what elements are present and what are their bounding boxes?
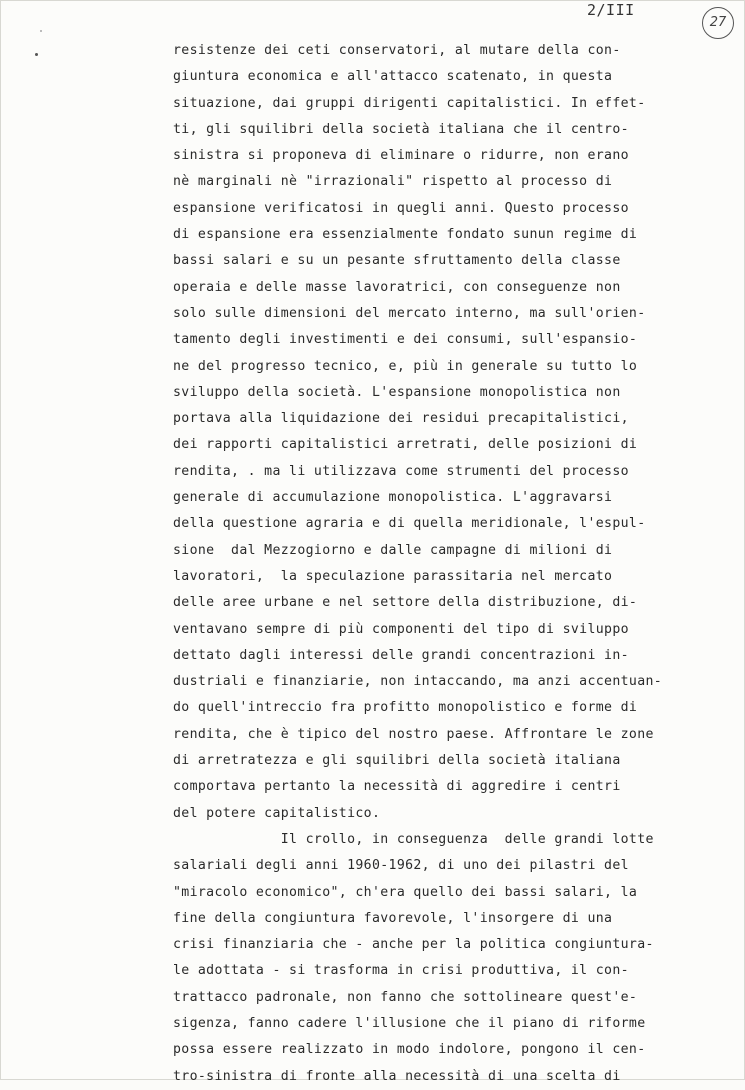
text-line: portava alla liquidazione dei residui precapitalistici, xyxy=(173,411,629,427)
text-line: ne del progresso tecnico, e, più in generale su tutto lo xyxy=(173,358,638,374)
text-line: espansione verificatosi in quegli anni. Questo processo xyxy=(173,200,629,216)
text-line: tro-sinistra di fronte alla necessità di una scelta di xyxy=(173,1068,621,1084)
text-line: trattacco padronale, non fanno che sottolineare quest'e- xyxy=(173,989,638,1005)
text-line: situazione, dai gruppi dirigenti capitalistici. In effet- xyxy=(173,95,646,111)
text-line: "miracolo economico", ch'era quello dei bassi salari, la xyxy=(173,884,638,900)
text-line: solo sulle dimensioni del mercato interno, ma sull'orien- xyxy=(173,305,646,321)
text-line: ventavano sempre di più componenti del tipo di sviluppo xyxy=(173,621,629,637)
text-line: do quell'intreccio fra profitto monopolistico e forme di xyxy=(173,700,638,716)
text-line: comportava pertanto la necessità di aggredire i centri xyxy=(173,779,621,795)
scan-speck xyxy=(35,53,38,56)
text-line: di arretratezza e gli squilibri della società italiana xyxy=(173,753,621,769)
text-line: della questione agraria e di quella meridionale, l'espul- xyxy=(173,516,646,532)
text-line: dettato dagli interessi delle grandi concentrazioni in- xyxy=(173,647,629,663)
text-line: operaia e delle masse lavoratrici, con conseguenze non xyxy=(173,279,621,295)
text-line: tamento degli investimenti e dei consumi, sull'espansio- xyxy=(173,332,638,348)
text-line: salariali degli anni 1960-1962, di uno dei pilastri del xyxy=(173,858,629,874)
text-line: sviluppo della società. L'espansione monopolistica non xyxy=(173,384,621,400)
text-line: bassi salari e su un pesante sfruttamento della classe xyxy=(173,253,621,269)
text-line: dei rapporti capitalistici arretrati, delle posizioni di xyxy=(173,437,638,453)
text-line: sinistra si proponeva di eliminare o ridurre, non erano xyxy=(173,148,629,164)
text-line: Il crollo, in conseguenza delle grandi lotte xyxy=(173,831,654,847)
text-line: dustriali e finanziarie, non intaccando, ma anzi accentuan- xyxy=(173,674,663,690)
text-line: nè marginali nè "irrazionali" rispetto al processo di xyxy=(173,174,613,190)
text-line: lavoratori, la speculazione parassitaria nel mercato xyxy=(173,568,613,584)
text-line: giuntura economica e all'attacco scatenato, in questa xyxy=(173,69,613,85)
text-line: sione dal Mezzogiorno e dalle campagne di milioni di xyxy=(173,542,613,558)
archive-stamp-number: 27 xyxy=(702,7,734,39)
text-line: generale di accumulazione monopolistica. L'aggravarsi xyxy=(173,490,613,506)
text-line: ti, gli squilibri della società italiana che il centro- xyxy=(173,121,629,137)
text-line: fine della congiuntura favorevole, l'insorgere di una xyxy=(173,910,613,926)
page-number: 2/III xyxy=(587,1,635,19)
text-line: le adottata - si trasforma in crisi produttiva, il con- xyxy=(173,963,629,979)
text-line: delle aree urbane e nel settore della distribuzione, di- xyxy=(173,595,638,611)
text-line: possa essere realizzato in modo indolore, pongono il cen- xyxy=(173,1042,646,1058)
text-line: del potere capitalistico. xyxy=(173,805,381,821)
text-line: resistenze dei ceti conservatori, al mutare della con- xyxy=(173,43,621,58)
text-line: crisi finanziaria che - anche per la politica congiuntura- xyxy=(173,937,654,953)
scan-speck xyxy=(40,30,42,32)
text-line: di espansione era essenzialmente fondato sunun regime di xyxy=(173,227,638,243)
text-line: sigenza, fanno cadere l'illusione che il piano di riforme xyxy=(173,1015,646,1031)
text-line: rendita, . ma li utilizzava come strumenti del processo xyxy=(173,463,629,479)
body-text xyxy=(173,38,673,1090)
text-line: rendita, che è tipico del nostro paese. Affrontare le zone xyxy=(173,726,654,742)
